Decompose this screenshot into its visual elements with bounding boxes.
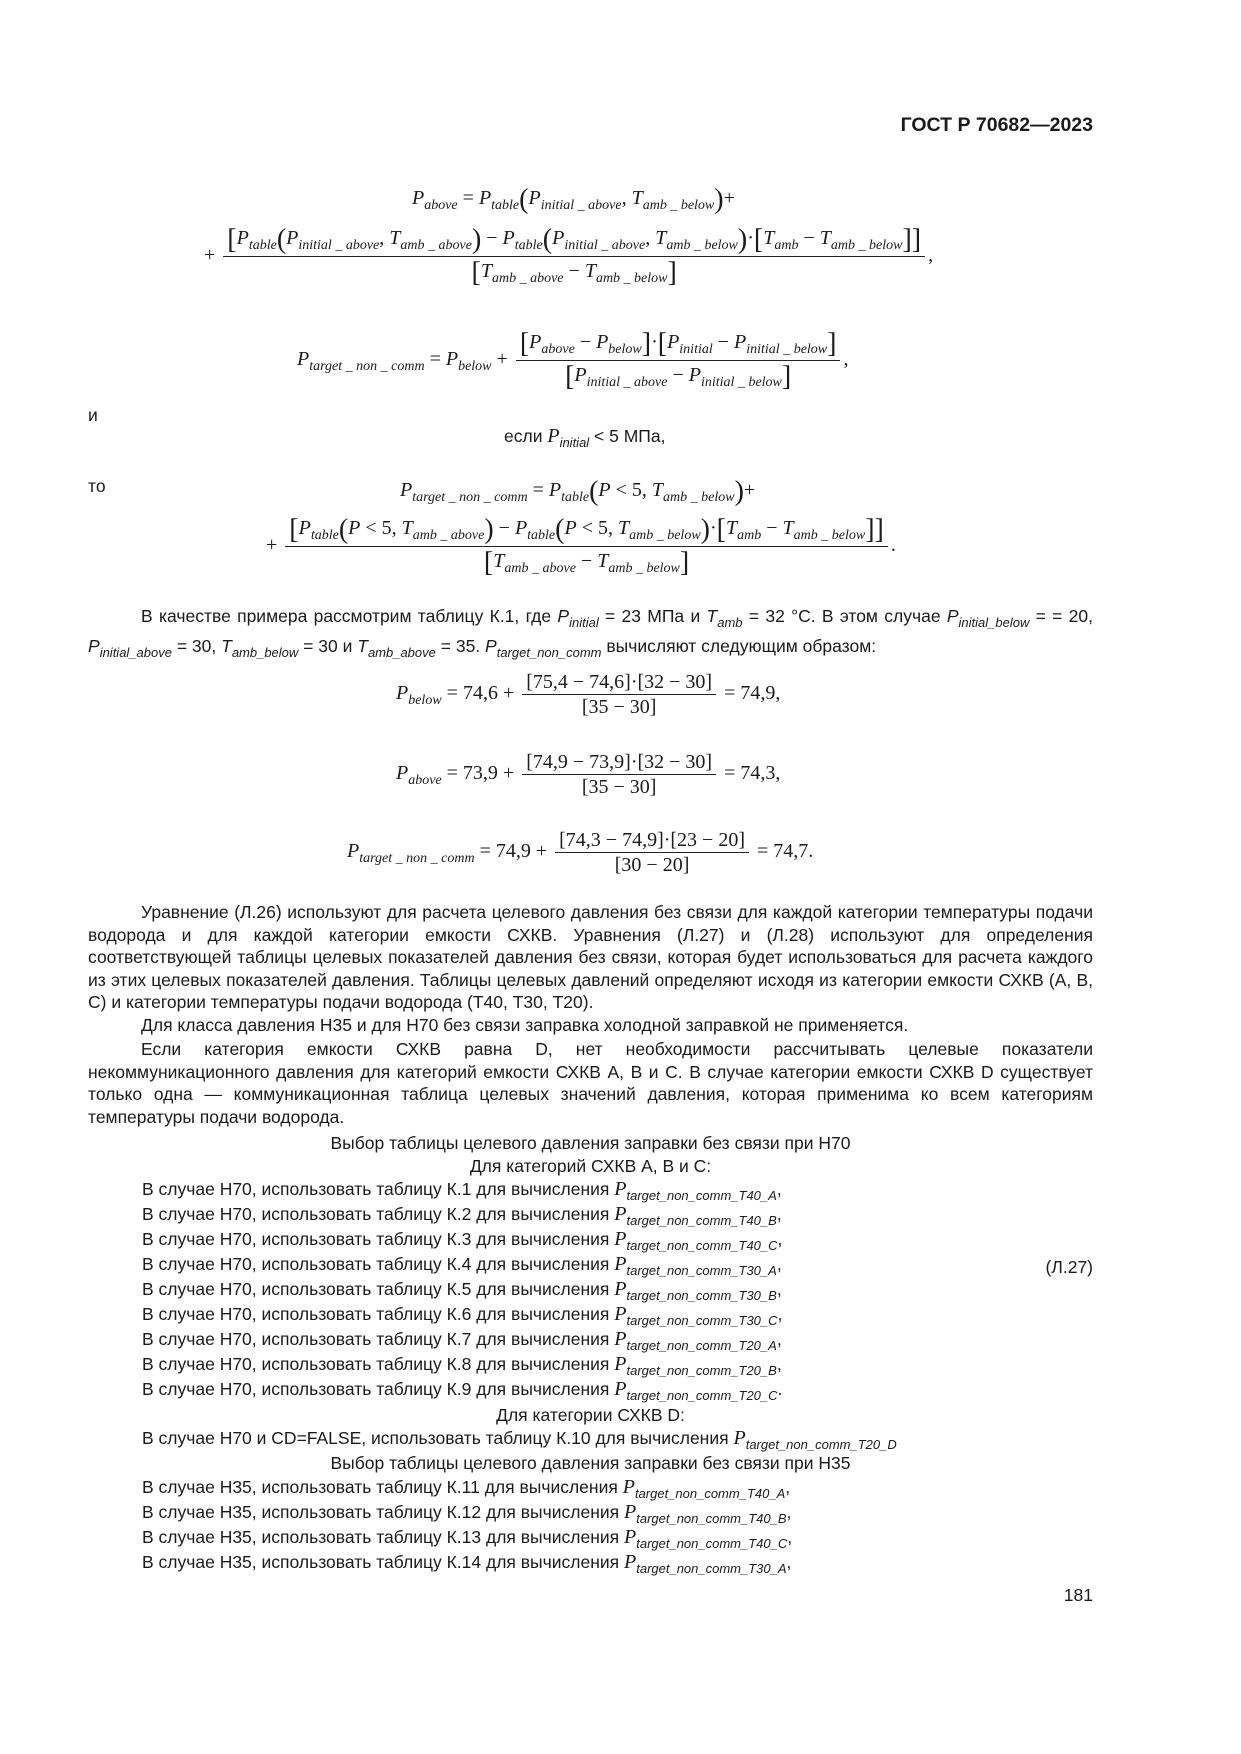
h70-line-sub: target_non_comm_T30_C <box>626 1313 778 1328</box>
h70-line-sub: target_non_comm_T20_B <box>626 1363 777 1378</box>
h70-line: В случае Н70, использовать таблицу К.6 для вычисления $P_{target\_non\_comm\_T30\_C}$, <box>142 1303 783 1328</box>
h70-line-sub: target_non_comm_T40_B <box>626 1213 777 1228</box>
h70-title: Выбор таблицы целевого давления заправки без связи при Н70 <box>330 1133 851 1153</box>
paragraph-2: Для класса давления Н35 и для Н70 без связи заправка холодной заправкой не применяется. <box>141 1015 909 1035</box>
h70-line-text: В случае Н70, использовать таблицу К.1 для вычисления <box>142 1179 610 1199</box>
calc-below-res: = 74,9, <box>724 682 781 705</box>
h70-line-text: В случае Н70, использовать таблицу К.8 для вычисления <box>142 1354 610 1374</box>
h70-line: В случае Н70, использовать таблицу К.3 для вычисления $P_{target\_non\_comm\_T40\_C}$, <box>142 1228 783 1253</box>
h35-line: В случае Н35, использовать таблицу К.11 для вычисления $P_{target\_non\_comm\_T40\_A}$, <box>142 1476 791 1501</box>
calc-target: $P_{target \_ non \_ comm} = 74,9$ + $\frac{[74,3 - 74,9]\cdot[23 - 20]}{[30 - 20]}$ = 74,7. <box>347 829 814 876</box>
h70-line: В случае Н70, использовать таблицу К.1 для вычисления $P_{target\_non\_comm\_T40\_A}$, <box>142 1178 782 1203</box>
calc-above: $P_{above} = 73,9$ + $\frac{[74,9 - 73,9]\cdot[32 - 30]}{[35 - 30]}$ = 74,3, <box>396 751 781 798</box>
h70-line: В случае Н70, использовать таблицу К.8 для вычисления $P_{target\_non\_comm\_T20\_B}$, <box>142 1353 782 1378</box>
calc-below-num: [75,4 − 74,6]·[32 − 30] <box>522 670 716 695</box>
h70-line-text: В случае Н70, использовать таблицу К.6 для вычисления <box>142 1304 610 1324</box>
formula-p-above-line1: $P_{above} = P_{table}(P_{initial \_ above}$, $T_{amb \_ below})+$ <box>412 184 735 215</box>
side-label-then: то <box>88 476 106 496</box>
h70-d-line-text: В случае Н70 и CD=FALSE, использовать таблицу К.10 для вычисления <box>142 1428 729 1448</box>
calc-above-res: = 74,3, <box>724 762 781 785</box>
h35-line-text: В случае Н35, использовать таблицу К.12 для вычисления <box>142 1502 620 1522</box>
h70-line-sub: target_non_comm_T30_B <box>626 1288 777 1303</box>
calc-target-res: = 74,7. <box>757 840 814 863</box>
h70-d-line: В случае Н70 и CD=FALSE, использовать таблицу К.10 для вычисления $P_{target\_non\_comm\_T20\_D}$ <box>142 1427 897 1452</box>
h70-line-sub: target_non_comm_T40_C <box>626 1238 778 1253</box>
h70-line: В случае Н70, использовать таблицу К.5 для вычисления $P_{target\_non\_comm\_T30\_B}$, <box>142 1278 782 1303</box>
h35-line: В случае Н35, использовать таблицу К.12 для вычисления $P_{target\_non\_comm\_T40\_B}$, <box>142 1501 792 1526</box>
h70-line-sub: target_non_comm_T40_A <box>626 1188 777 1203</box>
condition-line: если $P_{initial} < 5$ МПа, <box>504 425 666 450</box>
h70-line-sub: target_non_comm_T30_A <box>626 1263 777 1278</box>
h70-line-text: В случае Н70, использовать таблицу К.3 для вычисления <box>142 1229 610 1249</box>
h70-line: В случае Н70, использовать таблицу К.2 для вычисления $P_{target\_non\_comm\_T40\_B}$, <box>142 1203 782 1228</box>
h35-line: В случае Н35, использовать таблицу К.14 для вычисления $P_{target\_non\_comm\_T30\_A}$, <box>142 1551 792 1576</box>
h70-line-text: В случае Н70, использовать таблицу К.7 для вычисления <box>142 1329 610 1349</box>
formula-low-pressure-line1: $P_{target \_ non \_ comm} = P_{table}(P < 5$, $T_{amb \_ below})+$ <box>400 476 756 507</box>
paragraph-3: Если категория емкости СХКВ равна D, нет необходимости рассчитывать целевые показатели некоммуникационного давления для категорий емкости СХКВ А, В и С. В случае категории емкости СХКВ D существует только одна — коммуникационная таблица целевых значений давления, которая применима ко всем категориям температуры подачи водорода. <box>88 1039 1093 1127</box>
h70-line-text: В случае Н70, использовать таблицу К.9 для вычисления <box>142 1379 610 1399</box>
h70-line-sub: target_non_comm_T20_C <box>626 1388 778 1403</box>
h35-line-sub: target_non_comm_T30_A <box>636 1561 787 1576</box>
h70-sub-d: Для категории СХКВ D: <box>496 1405 685 1425</box>
calc-target-den: [30 − 20] <box>614 854 690 876</box>
h70-line: В случае Н70, использовать таблицу К.4 для вычисления $P_{target\_non\_comm\_T30\_A}$, <box>142 1253 782 1278</box>
h35-title: Выбор таблицы целевого давления заправки без связи при Н35 <box>330 1453 851 1473</box>
formula-p-target-interp: $P_{target \_ non \_ comm} = P_{below}$ + $\frac{[P_{above} - P_{below}]\cdot[P_{initial} - P_{initial \_ below}]}{[P_{initial \_ above} - P_{initial \_ below}]}$ , <box>297 328 849 392</box>
h70-line: В случае Н70, использовать таблицу К.9 для вычисления $P_{target\_non\_comm\_T20\_C}$. <box>142 1378 783 1403</box>
equation-label: (Л.27) <box>1045 1257 1093 1277</box>
page-number: 181 <box>1063 1585 1093 1605</box>
h35-line-sub: target_non_comm_T40_C <box>636 1536 788 1551</box>
h70-line: В случае Н70, использовать таблицу К.7 для вычисления $P_{target\_non\_comm\_T20\_A}$, <box>142 1328 782 1353</box>
h35-line-sub: target_non_comm_T40_A <box>634 1486 786 1501</box>
calc-below: $P_{below} = 74,6$ + $\frac{[75,4 - 74,6]\cdot[32 - 30]}{[35 - 30]}$ = 74,9, <box>396 671 781 718</box>
h35-line-text: В случае Н35, использовать таблицу К.14 для вычисления <box>142 1552 620 1572</box>
h35-line-sub: target_non_comm_T40_B <box>636 1511 787 1526</box>
calc-target-num: [74,3 − 74,9]·[23 − 20] <box>555 828 749 853</box>
calc-below-den: [35 − 30] <box>581 696 657 718</box>
h35-line-text: В случае Н35, использовать таблицу К.13 для вычисления <box>142 1527 620 1547</box>
h70-d-line-sub: target_non_comm_T20_D <box>745 1437 897 1452</box>
calc-above-num: [74,9 − 73,9]·[32 − 30] <box>522 750 716 775</box>
calc-above-den: [35 − 30] <box>581 776 657 798</box>
h35-line-text: В случае Н35, использовать таблицу К.11 для вычисления <box>142 1477 618 1497</box>
h35-line: В случае Н35, использовать таблицу К.13 для вычисления $P_{target\_non\_comm\_T40\_C}$, <box>142 1526 793 1551</box>
paragraph-1: Уравнение (Л.26) используют для расчета целевого давления без связи для каждой категории температуры подачи водорода и для каждой категории емкости СХКВ. Уравнения (Л.27) и (Л.28) используют для определения соответствующей таблицы целевых показателей давления без связи, которая будет использоваться для расчета каждого из этих целевых показателей давления. Таблицы целевых давлений определяют исходя из категории емкости СХКВ (А, В, С) и категории температуры подачи водорода (Т40, Т30, Т20). <box>88 902 1093 1012</box>
formula-low-pressure-line2: + [$P_{table}(P < 5$, $T_{amb \_ above}) - P_{table}(P < 5$, $T_{amb \_ below})\cdot[T_{amb} - T_{amb \_ below}]$] $[T_{amb \_ above} - T_{amb \_ below}]$ . <box>266 514 896 578</box>
document-header: ГОСТ Р 70682—2023 <box>900 114 1093 136</box>
h70-line-text: В случае Н70, использовать таблицу К.4 для вычисления <box>142 1254 610 1274</box>
formula-p-above-line2: + [$P_{table}(P_{initial \_ above}$, $T_{amb \_ above}) - P_{table}(P_{initial \_ above}$, $T_{amb \_ below})\cdot[T_{amb} - T_{amb \_ below}]$] $[T_{amb \_ above} - T_{amb \_ below}]$ , <box>204 224 934 288</box>
side-label-and: и <box>88 405 98 425</box>
h70-line-text: В случае Н70, использовать таблицу К.2 для вычисления <box>142 1204 610 1224</box>
h70-line-text: В случае Н70, использовать таблицу К.5 для вычисления <box>142 1279 610 1299</box>
example-paragraph: В качестве примера рассмотрим таблицу К.1, где $P_{initial} = 23$ МПа и $T_{amb} = 32$ °С. В этом случае $P_{initial\_below}$ = = 20, $P_{initial\_above} = 30$, $T_{amb\_below} = 30$ и $T_{amb\_above} = 35$. $P_{target\_non\_comm}$ вычисляют следующим образом: <box>88 606 1093 660</box>
h70-sub-abc: Для категорий СХКВ А, В и С: <box>469 1156 712 1176</box>
h70-line-sub: target_non_comm_T20_A <box>626 1338 777 1353</box>
